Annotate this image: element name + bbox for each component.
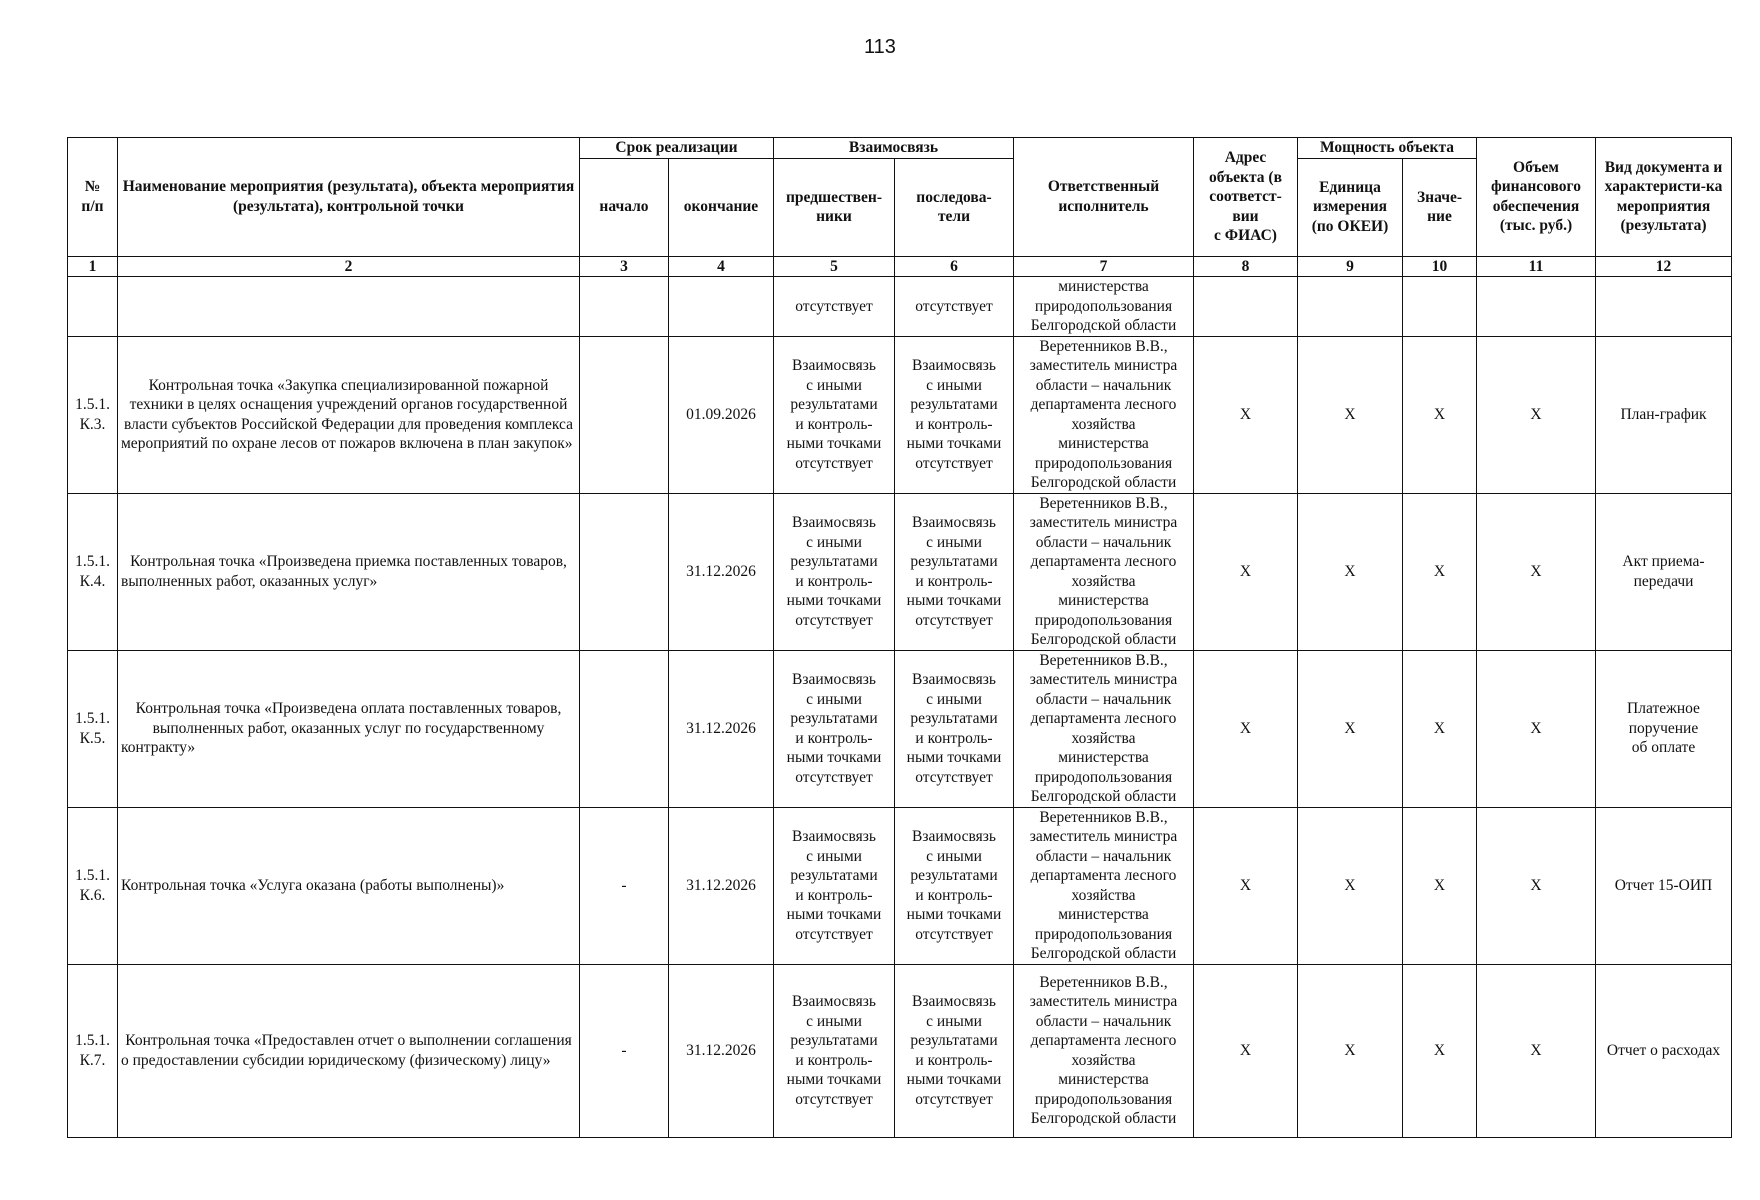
row-id: 1.5.1. К.6. — [68, 807, 118, 964]
column-number: 3 — [580, 256, 669, 277]
row-end: 31.12.2026 — [669, 807, 774, 964]
header-row-top — [68, 138, 1732, 159]
row-name: Контрольная точка «Предоставлен отчет о выполнении соглашения о предоставлении субсидии юридическому (физическому) лицу» — [118, 964, 580, 1137]
row-start: - — [580, 807, 669, 964]
row-unit: X — [1298, 493, 1403, 650]
column-number: 9 — [1298, 256, 1403, 277]
header-predecessors: предшествен- ники — [774, 158, 895, 256]
cell-empty — [1403, 277, 1477, 337]
cell-empty — [1477, 277, 1596, 337]
table-row — [68, 964, 1732, 1137]
header-period-start: начало — [580, 158, 669, 256]
cell-empty — [1298, 277, 1403, 337]
row-name: Контрольная точка «Произведена приемка поставленных товаров, выполненных работ, оказанных услуг» — [118, 493, 580, 650]
table-row — [68, 807, 1732, 964]
row-unit: X — [1298, 964, 1403, 1137]
row-id: 1.5.1. К.4. — [68, 493, 118, 650]
header-doc-type: Вид документа и характеристи-ка мероприятия (результата) — [1596, 138, 1732, 257]
continuation-executor: министерства природопользования Белгородской области — [1014, 277, 1194, 337]
cell-empty — [118, 277, 580, 337]
header-period-end: окончание — [669, 158, 774, 256]
row-end: 31.12.2026 — [669, 650, 774, 807]
row-end: 01.09.2026 — [669, 336, 774, 493]
row-start — [580, 336, 669, 493]
row-successors: Взаимосвязь с иными результатами и контроль- ными точками отсутствует — [895, 650, 1014, 807]
row-predecessors: Взаимосвязь с иными результатами и контроль- ными точками отсутствует — [774, 964, 895, 1137]
row-executor: Веретенников В.В., заместитель министра области – начальник департамента лесного хозяйства министерства природопользования Белгородской области — [1014, 650, 1194, 807]
header-num: № п/п — [68, 138, 118, 257]
row-unit: X — [1298, 650, 1403, 807]
row-start — [580, 493, 669, 650]
row-executor: Веретенников В.В., заместитель министра области – начальник департамента лесного хозяйства министерства природопользования Белгородской области — [1014, 807, 1194, 964]
row-doc: Отчет 15-ОИП — [1596, 807, 1732, 964]
row-id: 1.5.1. К.7. — [68, 964, 118, 1137]
row-predecessors: Взаимосвязь с иными результатами и контроль- ными точками отсутствует — [774, 493, 895, 650]
column-number: 6 — [895, 256, 1014, 277]
header-value: Значе- ние — [1403, 158, 1477, 256]
row-finance: X — [1477, 807, 1596, 964]
header-address: Адрес объекта (в соответст-вии с ФИАС) — [1194, 138, 1298, 257]
row-value: X — [1403, 650, 1477, 807]
row-finance: X — [1477, 493, 1596, 650]
row-predecessors: Взаимосвязь с иными результатами и контроль- ными точками отсутствует — [774, 336, 895, 493]
row-value: X — [1403, 493, 1477, 650]
row-id: 1.5.1. К.3. — [68, 336, 118, 493]
row-predecessors: Взаимосвязь с иными результатами и контроль- ными точками отсутствует — [774, 650, 895, 807]
header-relation: Взаимосвязь — [774, 138, 1014, 159]
row-start: - — [580, 964, 669, 1137]
row-value: X — [1403, 964, 1477, 1137]
row-end: 31.12.2026 — [669, 493, 774, 650]
row-address: X — [1194, 336, 1298, 493]
continuation-row — [68, 277, 1732, 337]
table-row — [68, 336, 1732, 493]
header-finance: Объем финансового обеспечения (тыс. руб.) — [1477, 138, 1596, 257]
header-period: Срок реализации — [580, 138, 774, 159]
cell-empty — [1596, 277, 1732, 337]
cell-empty — [1194, 277, 1298, 337]
header-unit: Единица измерения (по ОКЕИ) — [1298, 158, 1403, 256]
row-finance: X — [1477, 650, 1596, 807]
page-number: 113 — [864, 36, 896, 58]
row-name: Контрольная точка «Закупка специализированной пожарной техники в целях оснащения учреждений органов государственной власти субъектов Российской Федерации для проведения комплекса мероприятий по охране лесов от пожаров включена в план закупок» — [118, 336, 580, 493]
row-value: X — [1403, 807, 1477, 964]
row-doc: План-график — [1596, 336, 1732, 493]
row-doc: Платежное поручение об оплате — [1596, 650, 1732, 807]
row-successors: Взаимосвязь с иными результатами и контроль- ными точками отсутствует — [895, 493, 1014, 650]
row-doc: Акт приема- передачи — [1596, 493, 1732, 650]
table-row — [68, 493, 1732, 650]
cell-empty — [669, 277, 774, 337]
row-executor: Веретенников В.В., заместитель министра области – начальник департамента лесного хозяйства министерства природопользования Белгородской области — [1014, 336, 1194, 493]
row-executor: Веретенников В.В., заместитель министра области – начальник департамента лесного хозяйства министерства природопользования Белгородской области — [1014, 493, 1194, 650]
row-successors: Взаимосвязь с иными результатами и контроль- ными точками отсутствует — [895, 964, 1014, 1137]
header-capacity: Мощность объекта — [1298, 138, 1477, 159]
row-unit: X — [1298, 336, 1403, 493]
continuation-successors: отсутствует — [895, 277, 1014, 337]
row-predecessors: Взаимосвязь с иными результатами и контроль- ными точками отсутствует — [774, 807, 895, 964]
row-unit: X — [1298, 807, 1403, 964]
row-finance: X — [1477, 964, 1596, 1137]
column-numbers-row — [68, 256, 1732, 277]
row-finance: X — [1477, 336, 1596, 493]
row-address: X — [1194, 650, 1298, 807]
row-successors: Взаимосвязь с иными результатами и контроль- ными точками отсутствует — [895, 336, 1014, 493]
continuation-predecessors: отсутствует — [774, 277, 895, 337]
column-number: 1 — [68, 256, 118, 277]
row-address: X — [1194, 493, 1298, 650]
column-number: 10 — [1403, 256, 1477, 277]
header-name: Наименование мероприятия (результата), объекта мероприятия (результата), контрольной точки — [118, 138, 580, 257]
cell-empty — [580, 277, 669, 337]
header-executor: Ответственный исполнитель — [1014, 138, 1194, 257]
column-number: 7 — [1014, 256, 1194, 277]
cell-empty — [68, 277, 118, 337]
row-id: 1.5.1. К.5. — [68, 650, 118, 807]
row-name: Контрольная точка «Произведена оплата поставленных товаров, выполненных работ, оказанных услуг по государственному контракту» — [118, 650, 580, 807]
row-executor: Веретенников В.В., заместитель министра области – начальник департамента лесного хозяйства министерства природопользования Белгородской области — [1014, 964, 1194, 1137]
column-number: 2 — [118, 256, 580, 277]
column-number: 5 — [774, 256, 895, 277]
row-address: X — [1194, 807, 1298, 964]
row-value: X — [1403, 336, 1477, 493]
row-start — [580, 650, 669, 807]
row-successors: Взаимосвязь с иными результатами и контроль- ными точками отсутствует — [895, 807, 1014, 964]
plan-table — [67, 137, 1732, 1138]
row-end: 31.12.2026 — [669, 964, 774, 1137]
header-successors: последова- тели — [895, 158, 1014, 256]
column-number: 11 — [1477, 256, 1596, 277]
column-number: 12 — [1596, 256, 1732, 277]
column-number: 4 — [669, 256, 774, 277]
row-doc: Отчет о расходах — [1596, 964, 1732, 1137]
table-row — [68, 650, 1732, 807]
row-address: X — [1194, 964, 1298, 1137]
column-number: 8 — [1194, 256, 1298, 277]
row-name: Контрольная точка «Услуга оказана (работы выполнены)» — [118, 807, 580, 964]
